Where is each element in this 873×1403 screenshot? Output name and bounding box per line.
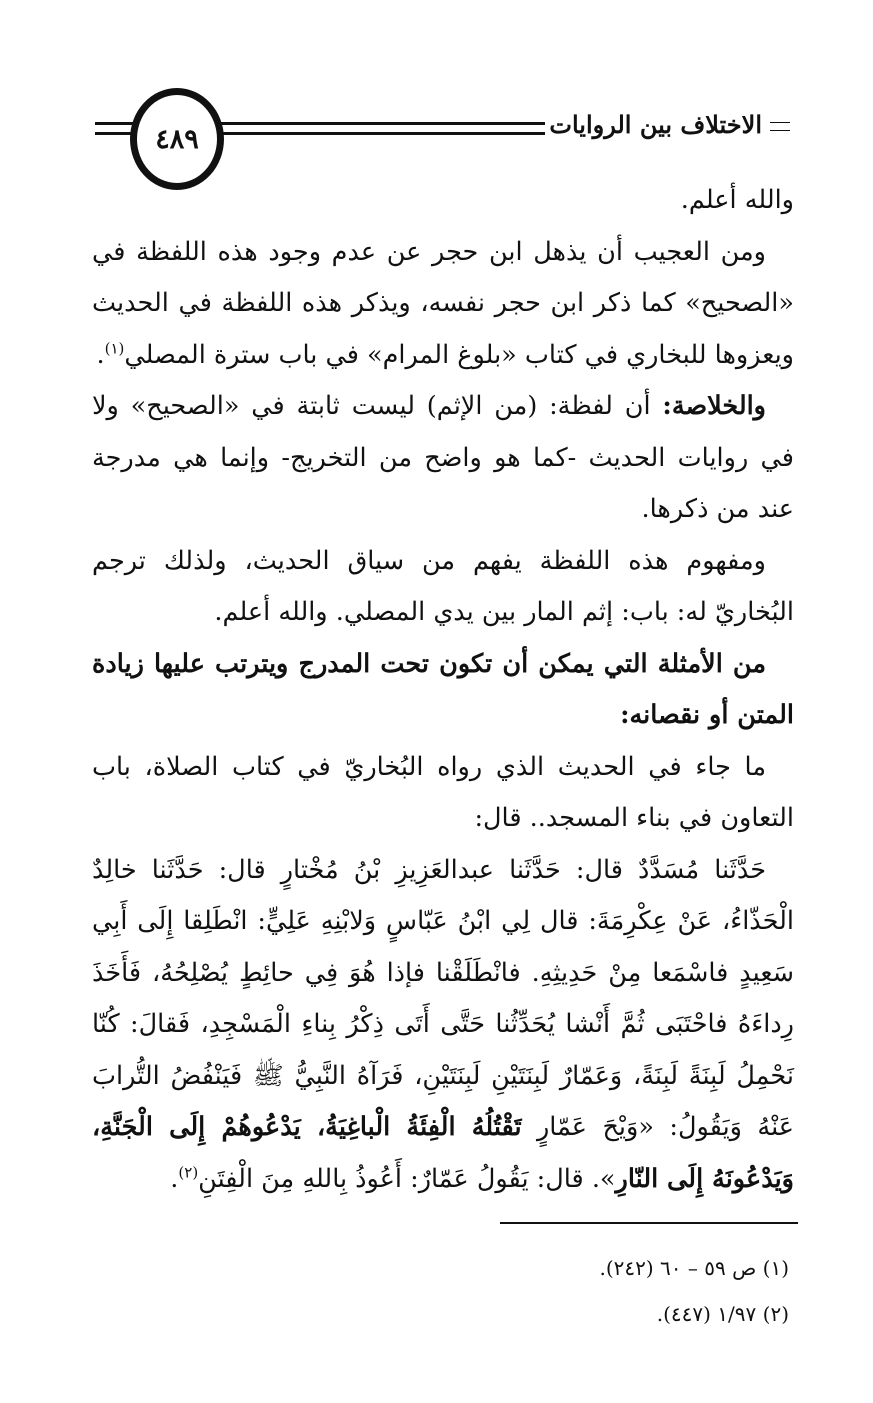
- page-body: [92, 175, 794, 1205]
- hadith-text-part-1: حَدَّثَنا مُسَدَّدٌ قال: حَدَّثَنا عبدالعَزِيزِ بْنُ مُخْتارٍ قال: حَدَّثَنا خالِدٌ الْحَذّاءُ، عَنْ عِكْرِمَةَ: قال لِي ابْنُ عَبّاسٍ وَلابْنِهِ عَلِيٍّ: انْطَلِقا إِلَى أَبِي سَعِيدٍ فاسْمَعا مِنْ حَدِيثِهِ. فانْطَلَقْنا فإذا هُوَ فِي حائِطٍ يُصْلِحُهُ، فَأَخَذَ رِداءَهُ فاحْتَبَى ثُمَّ أَنْشا يُحَدِّثُنا حَتَّى أَتَى ذِكْرُ بِناءِ الْمَسْجِدِ، فَقالَ: كُنّا نَحْمِلُ لَبِنَةً لَبِنَةً، وَعَمّارٌ لَبِنَتَيْنِ لَبِنَتَيْنِ، فَرَآهُ النَّبِيُّ ﷺ فَيَنْفُضُ التُّرابَ عَنْهُ وَيَقُولُ: «وَيْحَ عَمّارٍ: [92, 854, 795, 1142]
- footnote-1: (١) ص ٥٩ – ٦٠ (٢٤٢).: [599, 1256, 789, 1280]
- paragraph-2: [92, 227, 794, 382]
- header-rule-left-top: [95, 122, 135, 125]
- footnote-ref-1: (١): [104, 339, 125, 357]
- paragraph-1: والله أعلم.: [680, 185, 794, 215]
- paragraph-2-end: .: [96, 339, 105, 370]
- header-rule-middle-bottom: [210, 132, 545, 135]
- summary-label: والخلاصة:: [662, 391, 766, 421]
- paragraph-3-text: أن لفظة: (من الإثم) ليست ثابتة في «الصحيح» ولا في روايات الحديث -كما هو واضح من التخريج- وإنما هي مدرجة عند من ذكرها.: [92, 391, 794, 524]
- footnotes: [489, 1245, 789, 1337]
- section-heading: من الأمثلة التي يمكن أن تكون تحت المدرج ويترتب عليها زيادة المتن أو نقصانه:: [92, 648, 794, 730]
- hadith-text-part-2: ». قال: يَقُولُ عَمّارٌ: أَعُوذُ بِاللهِ مِنَ الْفِتَنِ: [198, 1163, 616, 1194]
- hadith-text: [92, 845, 794, 1206]
- footnote-2: (٢) ١/٩٧ (٤٤٧).: [656, 1302, 789, 1326]
- header-rule-middle-top: [210, 122, 545, 125]
- footnote-divider: [500, 1222, 798, 1224]
- running-title: الاختلاف بين الروايات: [549, 110, 762, 139]
- paragraph-4: ومفهوم هذه اللفظة يفهم من سياق الحديث، ولذلك ترجم البُخاريّ له: باب: إثم المار بين يدي المصلي. والله أعلم.: [92, 545, 794, 627]
- header-rule-right-bottom: [770, 130, 790, 131]
- paragraph-3: [92, 381, 794, 536]
- header-rule-left-bottom: [95, 132, 135, 135]
- paragraph-5: ما جاء في الحديث الذي رواه البُخاريّ في كتاب الصلاة، باب التعاون في بناء المسجد.. قال:: [92, 751, 794, 833]
- page-number: ٤٨٩: [155, 123, 199, 155]
- header-rule-right-top: [770, 122, 790, 123]
- hadith-bold-phrase: تَقْتُلُهُ الْفِئَةُ الْباغِيَةُ، يَدْعُوهُمْ إِلَى الْجَنَّةِ، وَيَدْعُونَهُ إِلَى النّارِ: [92, 1112, 794, 1194]
- footnote-ref-2: (٢): [178, 1163, 199, 1181]
- paragraph-2-text: ومن العجيب أن يذهل ابن حجر عن عدم وجود هذه اللفظة في «الصحيح» كما ذكر ابن حجر نفسه، ويذكر هذه اللفظة في الحديث ويعزوها للبخاري في كتاب «بلوغ المرام» في باب سترة المصلي: [92, 236, 794, 370]
- hadith-end: .: [170, 1163, 179, 1194]
- page-header: [95, 88, 790, 184]
